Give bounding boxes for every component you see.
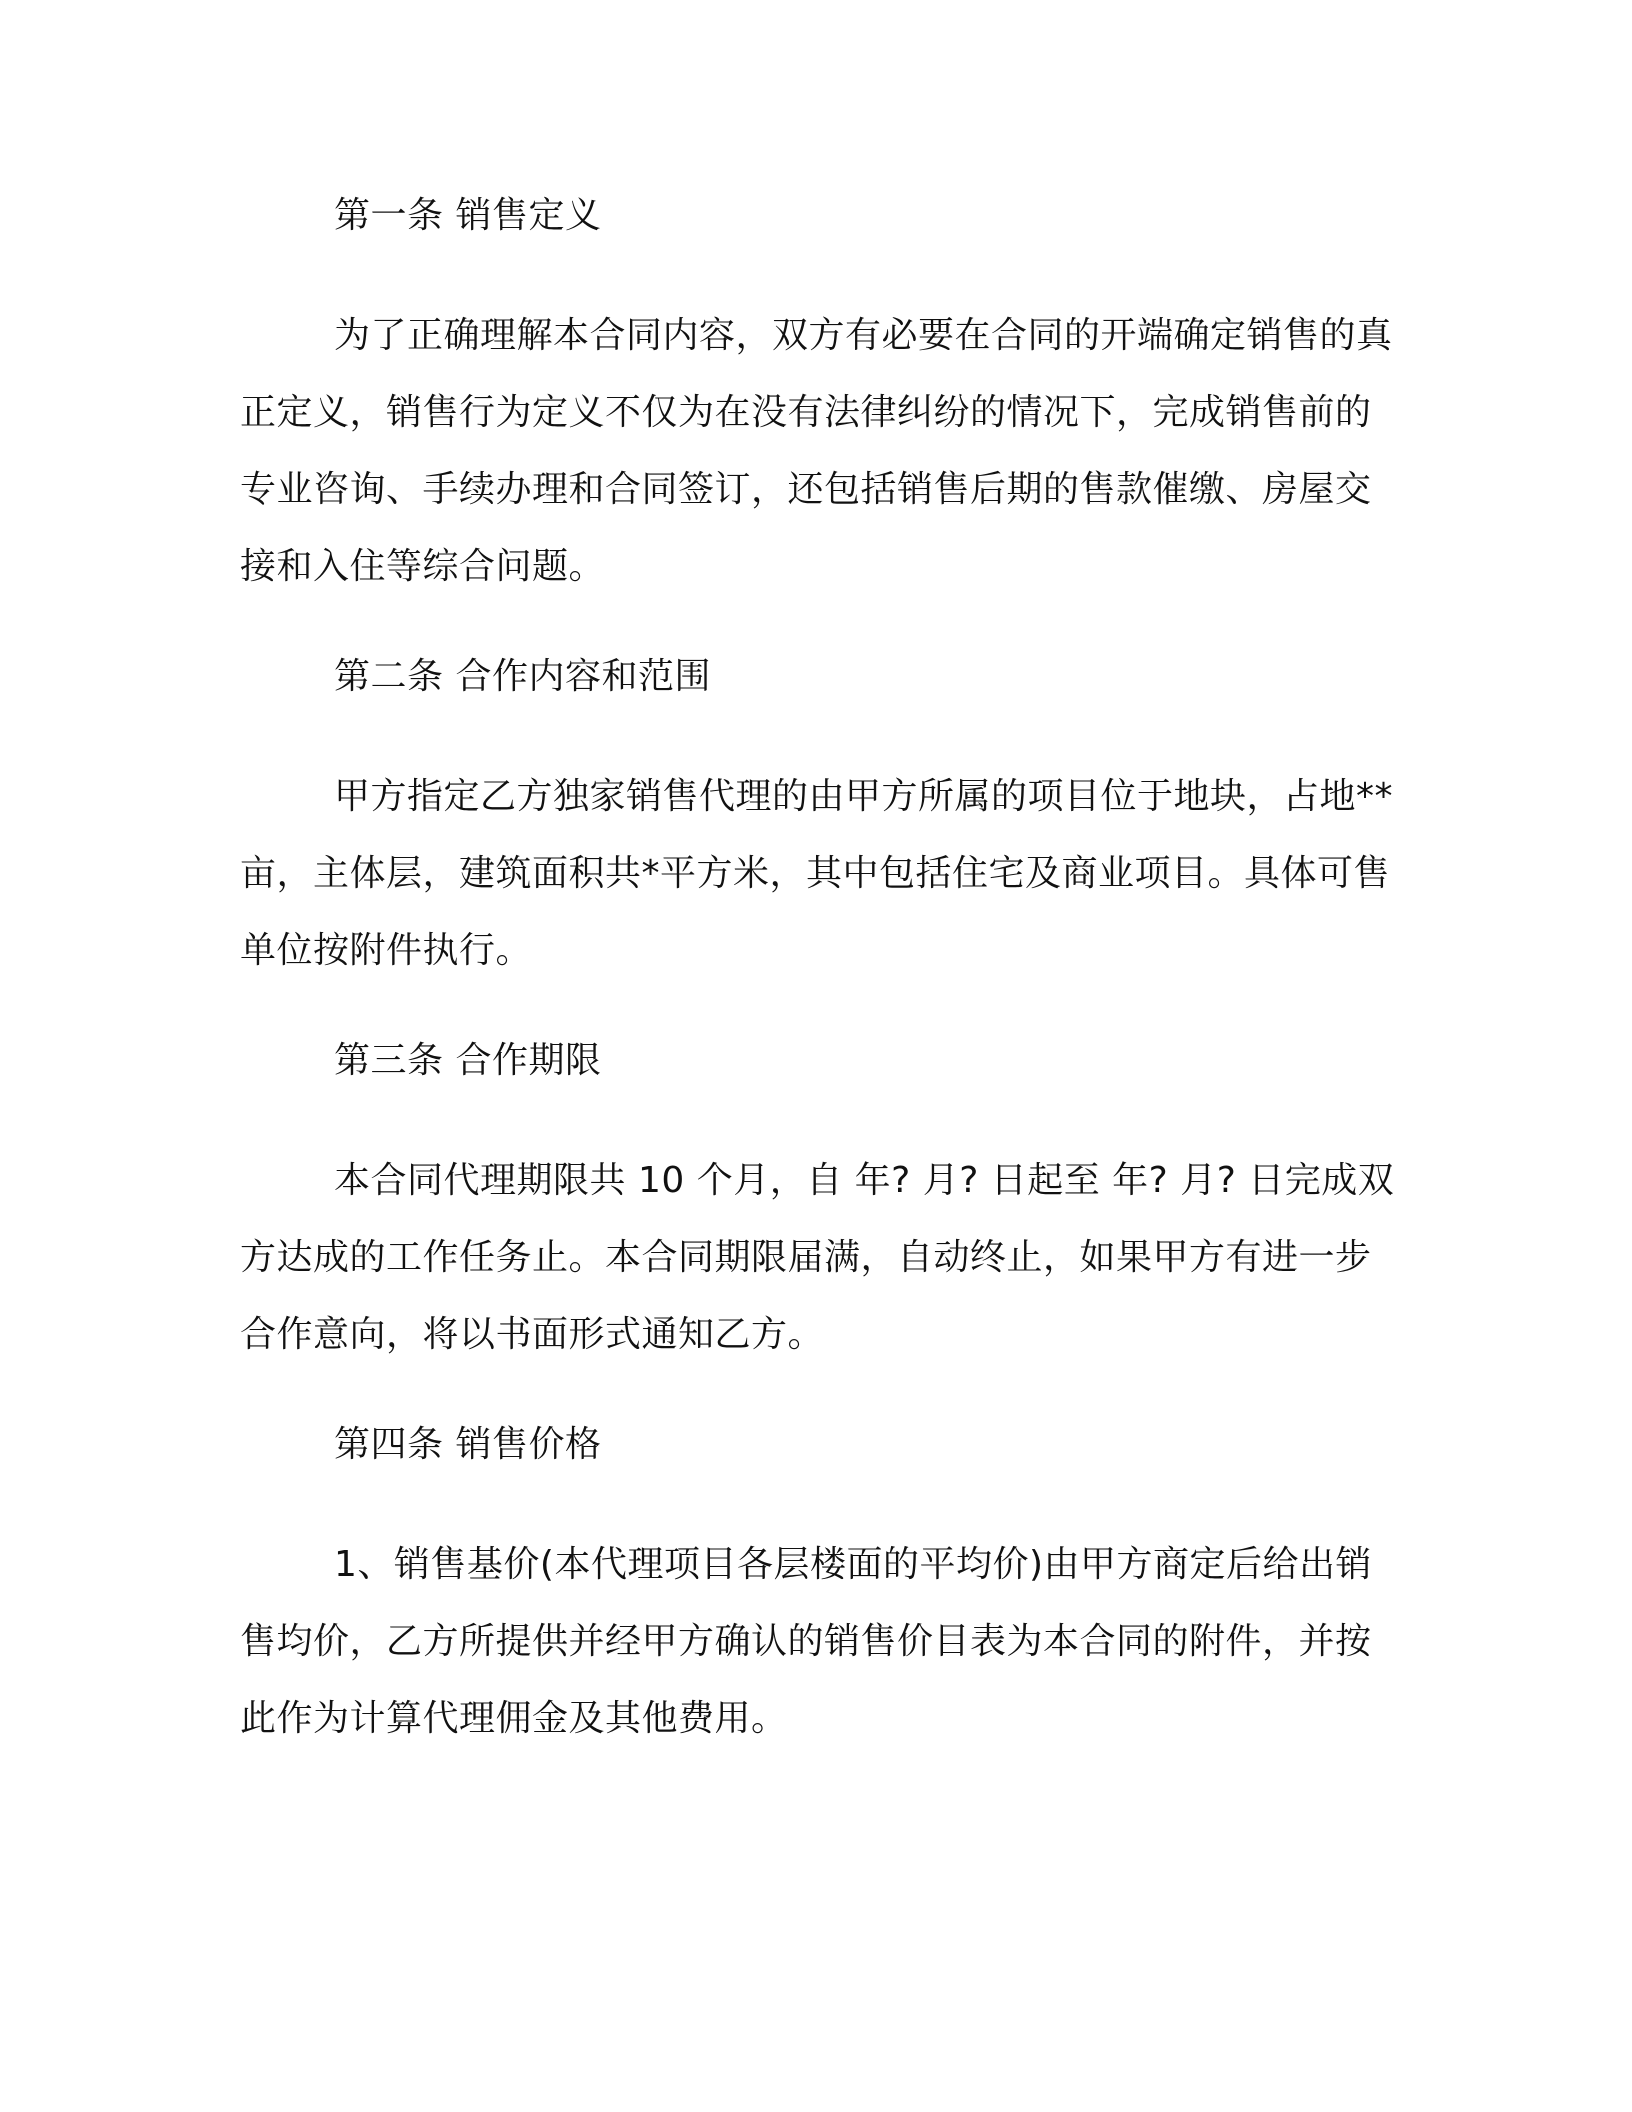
- section-heading-2: 第二条 合作内容和范围: [334, 656, 711, 697]
- contract-body: [240, 192, 1395, 1805]
- section-heading-1: 第一条 销售定义: [334, 195, 602, 236]
- section-heading-4: 第四条 销售价格: [334, 1424, 602, 1465]
- section-body-3: 本合同代理期限共 10 个月，自 年? 月? 日起至 年? 月? 日完成双方达成的工作任务止。本合同期限届满，自动终止，如果甲方有进一步合作意向，将以书面形式通知乙方。: [240, 1160, 1395, 1355]
- section-body-1: 为了正确理解本合同内容，双方有必要在合同的开端确定销售的真正定义，销售行为定义不仅为在没有法律纠纷的情况下，完成销售前的专业咨询、手续办理和合同签订，还包括销售后期的售款催缴、房屋交接和入住等综合问题。: [240, 315, 1393, 587]
- section-body-2: 甲方指定乙方独家销售代理的由甲方所属的项目位于地块，占地**亩，主体层，建筑面积共*平方米，其中包括住宅及商业项目。具体可售单位按附件执行。: [240, 776, 1394, 971]
- section-body-4: 1、销售基价(本代理项目各层楼面的平均价)由甲方商定后给出销售均价，乙方所提供并经甲方确认的销售价目表为本合同的附件，并按此作为计算代理佣金及其他费用。: [240, 1544, 1372, 1739]
- section-heading-3: 第三条 合作期限: [334, 1040, 602, 1081]
